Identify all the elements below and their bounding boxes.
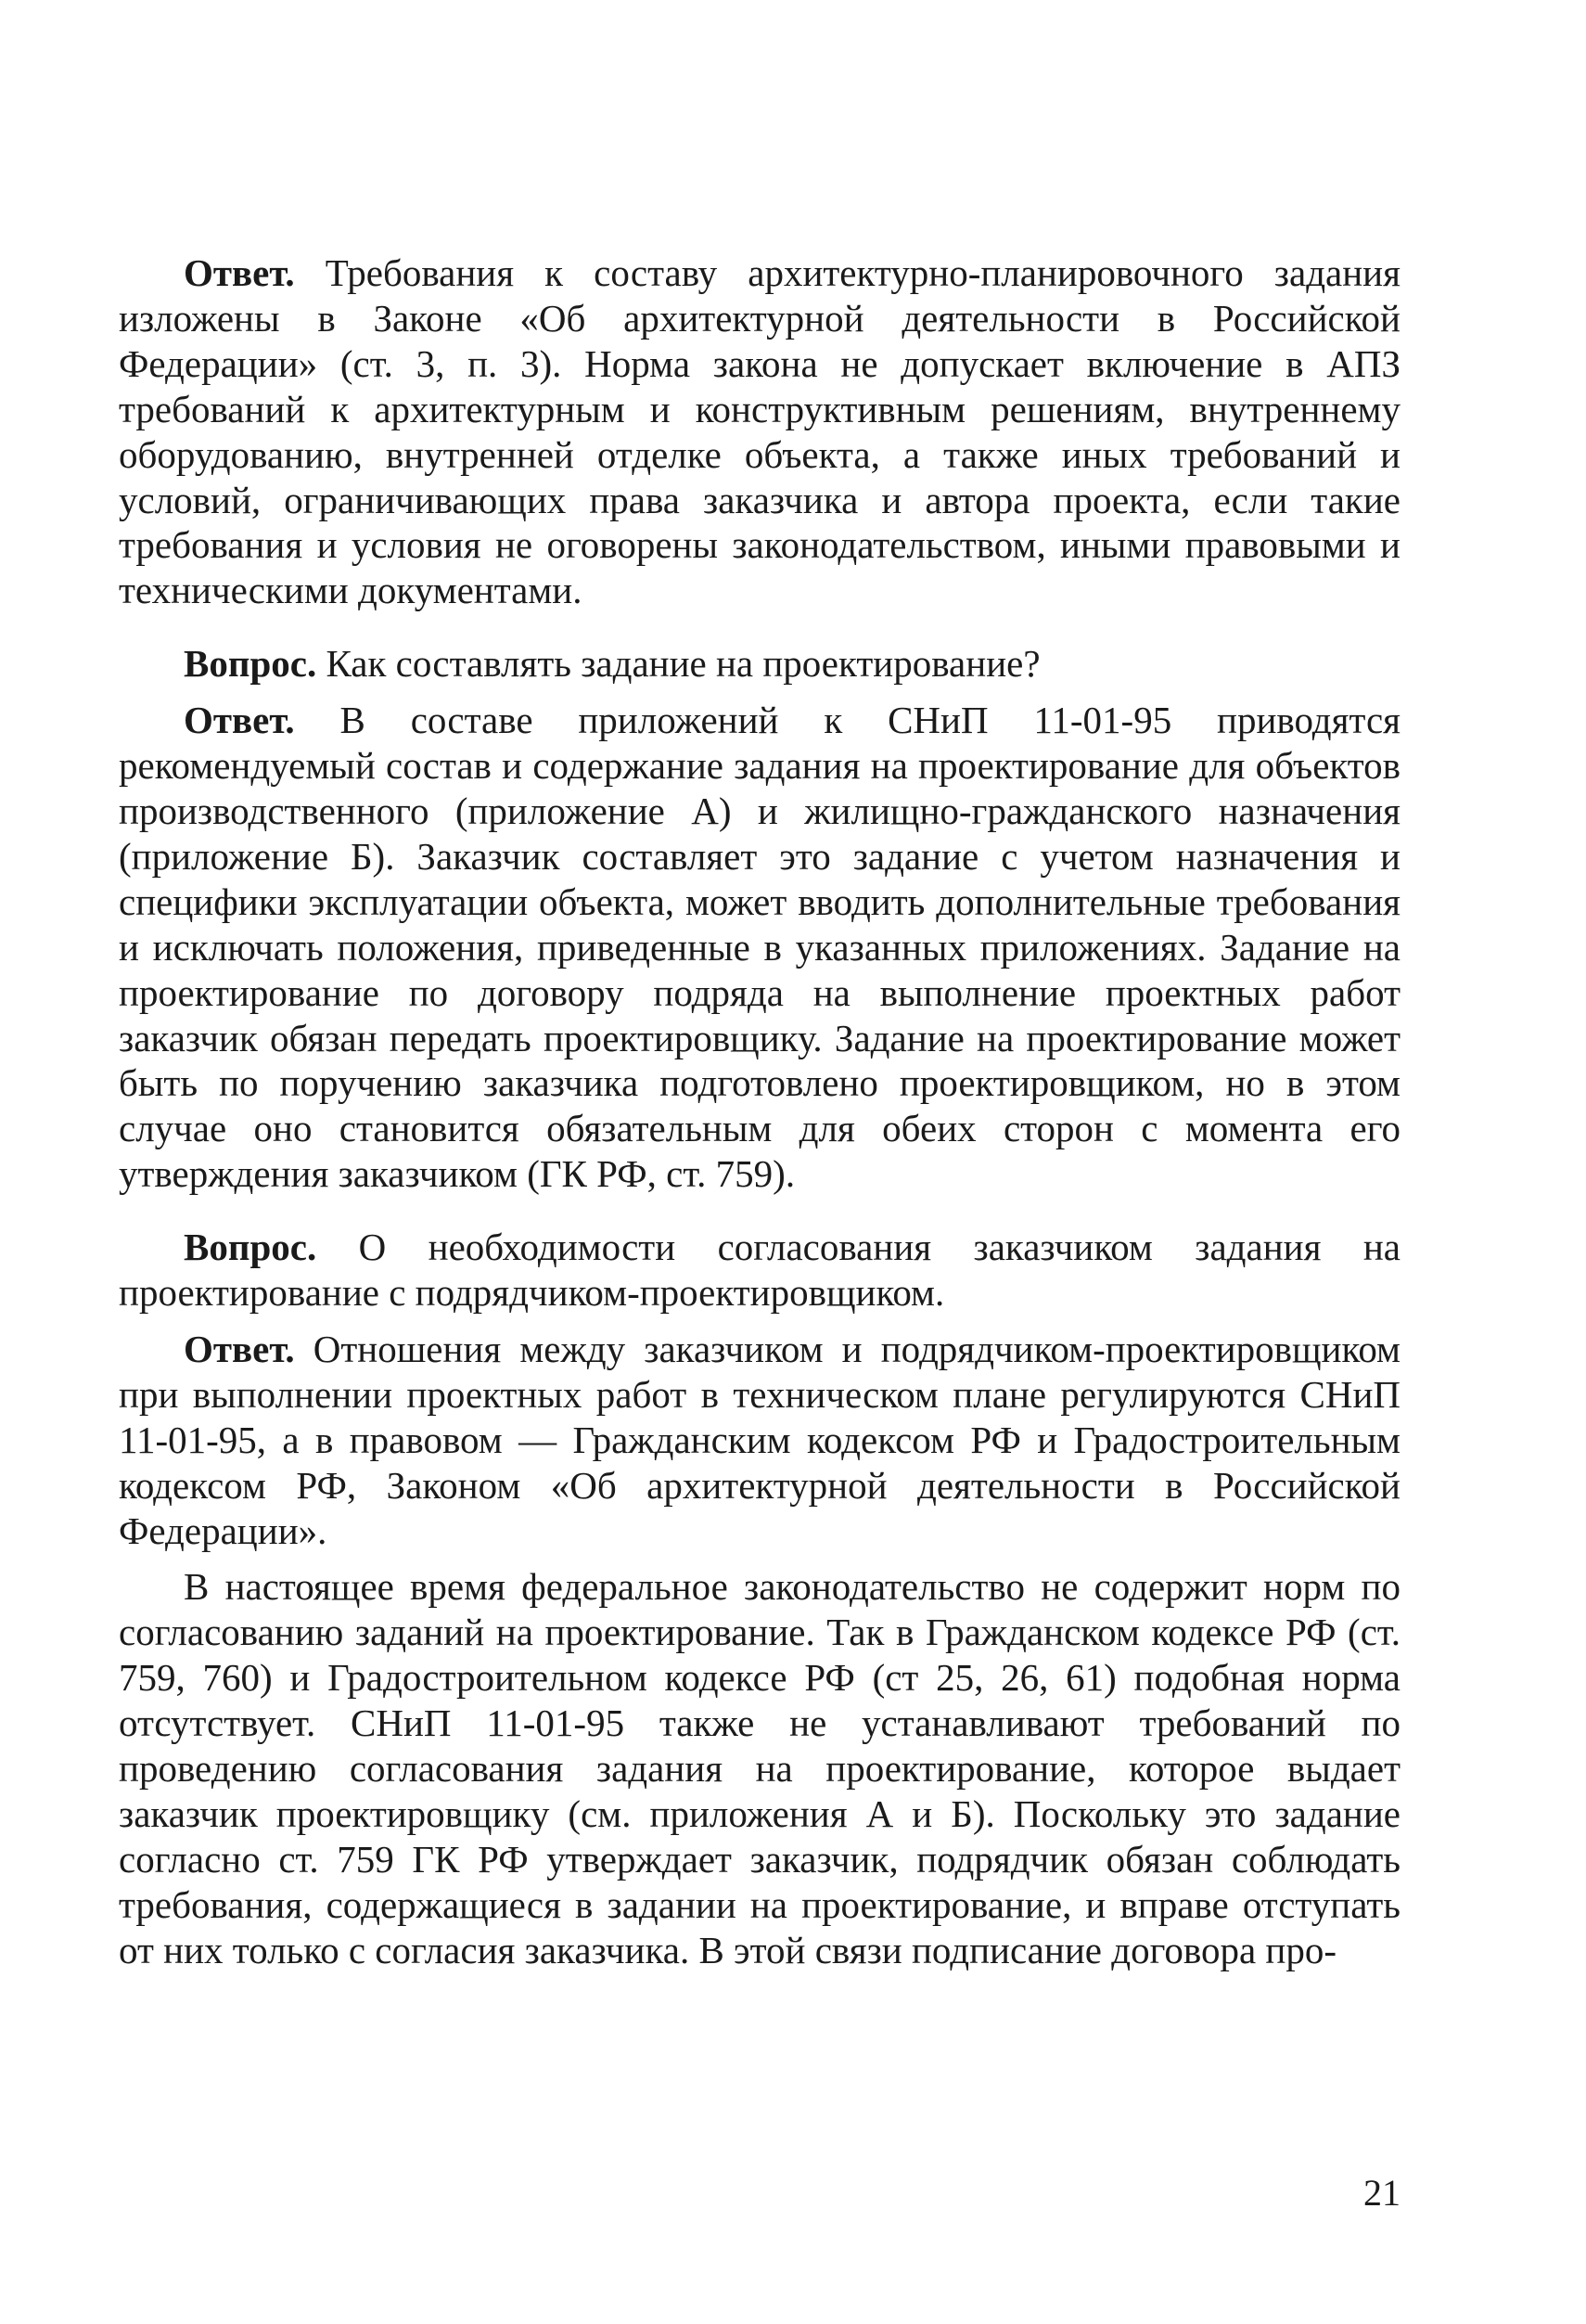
paragraph-text: О необходимости согласования заказчиком задания на проектирование с подрядчиком-проектировщиком. (119, 1226, 1401, 1315)
answer-label: Ответ. (184, 699, 295, 742)
paragraph-text: Как составлять задание на проектирование? (316, 642, 1041, 686)
question-label: Вопрос. (184, 642, 317, 686)
answer-label: Ответ. (184, 251, 295, 294)
answer-paragraph-design-task (119, 698, 1401, 1197)
paragraph-text: В составе приложений к СНиП 11-01-95 приводятся рекомендуемый состав и содержание задания на проектирование для объектов производственного (приложение А) и жилищно-гражданского назначения (приложение Б). Заказчик составляет это задание с учетом назначения и специфики эксплуатации объекта, может вводить дополнительные требования и исключать положения, приведенные в указанных приложениях. Задание на проектирование по договору подряда на выполнение проектных работ заказчик обязан передать проектировщику. Задание на проектирование может быть по поручению заказчика подготовлено проектировщиком, но в этом случае оно становится обязательным для обеих сторон с момента его утверждения заказчиком (ГК РФ, ст. 759). (119, 699, 1401, 1196)
body-paragraph-legislation (119, 1564, 1401, 1972)
question-label: Вопрос. (184, 1226, 317, 1269)
page-number: 21 (1363, 2172, 1401, 2214)
answer-label: Ответ. (184, 1327, 295, 1370)
paragraph-text: В настоящее время федеральное законодательство не содержит норм по согласованию заданий на проектирование. Так в Гражданском кодексе РФ (ст. 759, 760) и Градостроительном кодексе РФ (ст 25, 26, 61) подобная норма отсутствует. СНиП 11-01-95 также не устанавливают требований по проведению согласования задания на проектирование, которое выдает заказчик проектировщику (см. приложения А и Б). Поскольку это задание согласно ст. 759 ГК РФ утверждает заказчик, подрядчик обязан соблюдать требования, содержащиеся в задании на проектирование, и вправе отступать от них только с согласия заказчика. В этой связи подписание договора про- (119, 1565, 1401, 1971)
question-paragraph-design-task (119, 641, 1401, 687)
paragraph-text: Требования к составу архитектурно-планировочного задания изложены в Законе «Об архитектурной деятельности в Российской Федерации» (ст. 3, п. 3). Норма закона не допускает включение в АПЗ требований к архитектурным и конструктивным решениям, внутреннему оборудованию, внутренней отделке объекта, а также иных требований и условий, ограничивающих права заказчика и автора проекта, если такие требования и условия не оговорены законодательством, иными правовыми и техническими документами. (119, 251, 1401, 612)
answer-paragraph-approval (119, 1327, 1401, 1554)
text-column (119, 250, 1401, 1973)
answer-paragraph-apz (119, 250, 1401, 613)
question-paragraph-approval (119, 1225, 1401, 1316)
paragraph-text: Отношения между заказчиком и подрядчиком-проектировщиком при выполнении проектных работ в техническом плане регулируются СНиП 11-01-95, а в правовом — Гражданским кодексом РФ и Градостроительным кодексом РФ, Законом «Об архитектурной деятельности в Российской Федерации». (119, 1327, 1401, 1552)
